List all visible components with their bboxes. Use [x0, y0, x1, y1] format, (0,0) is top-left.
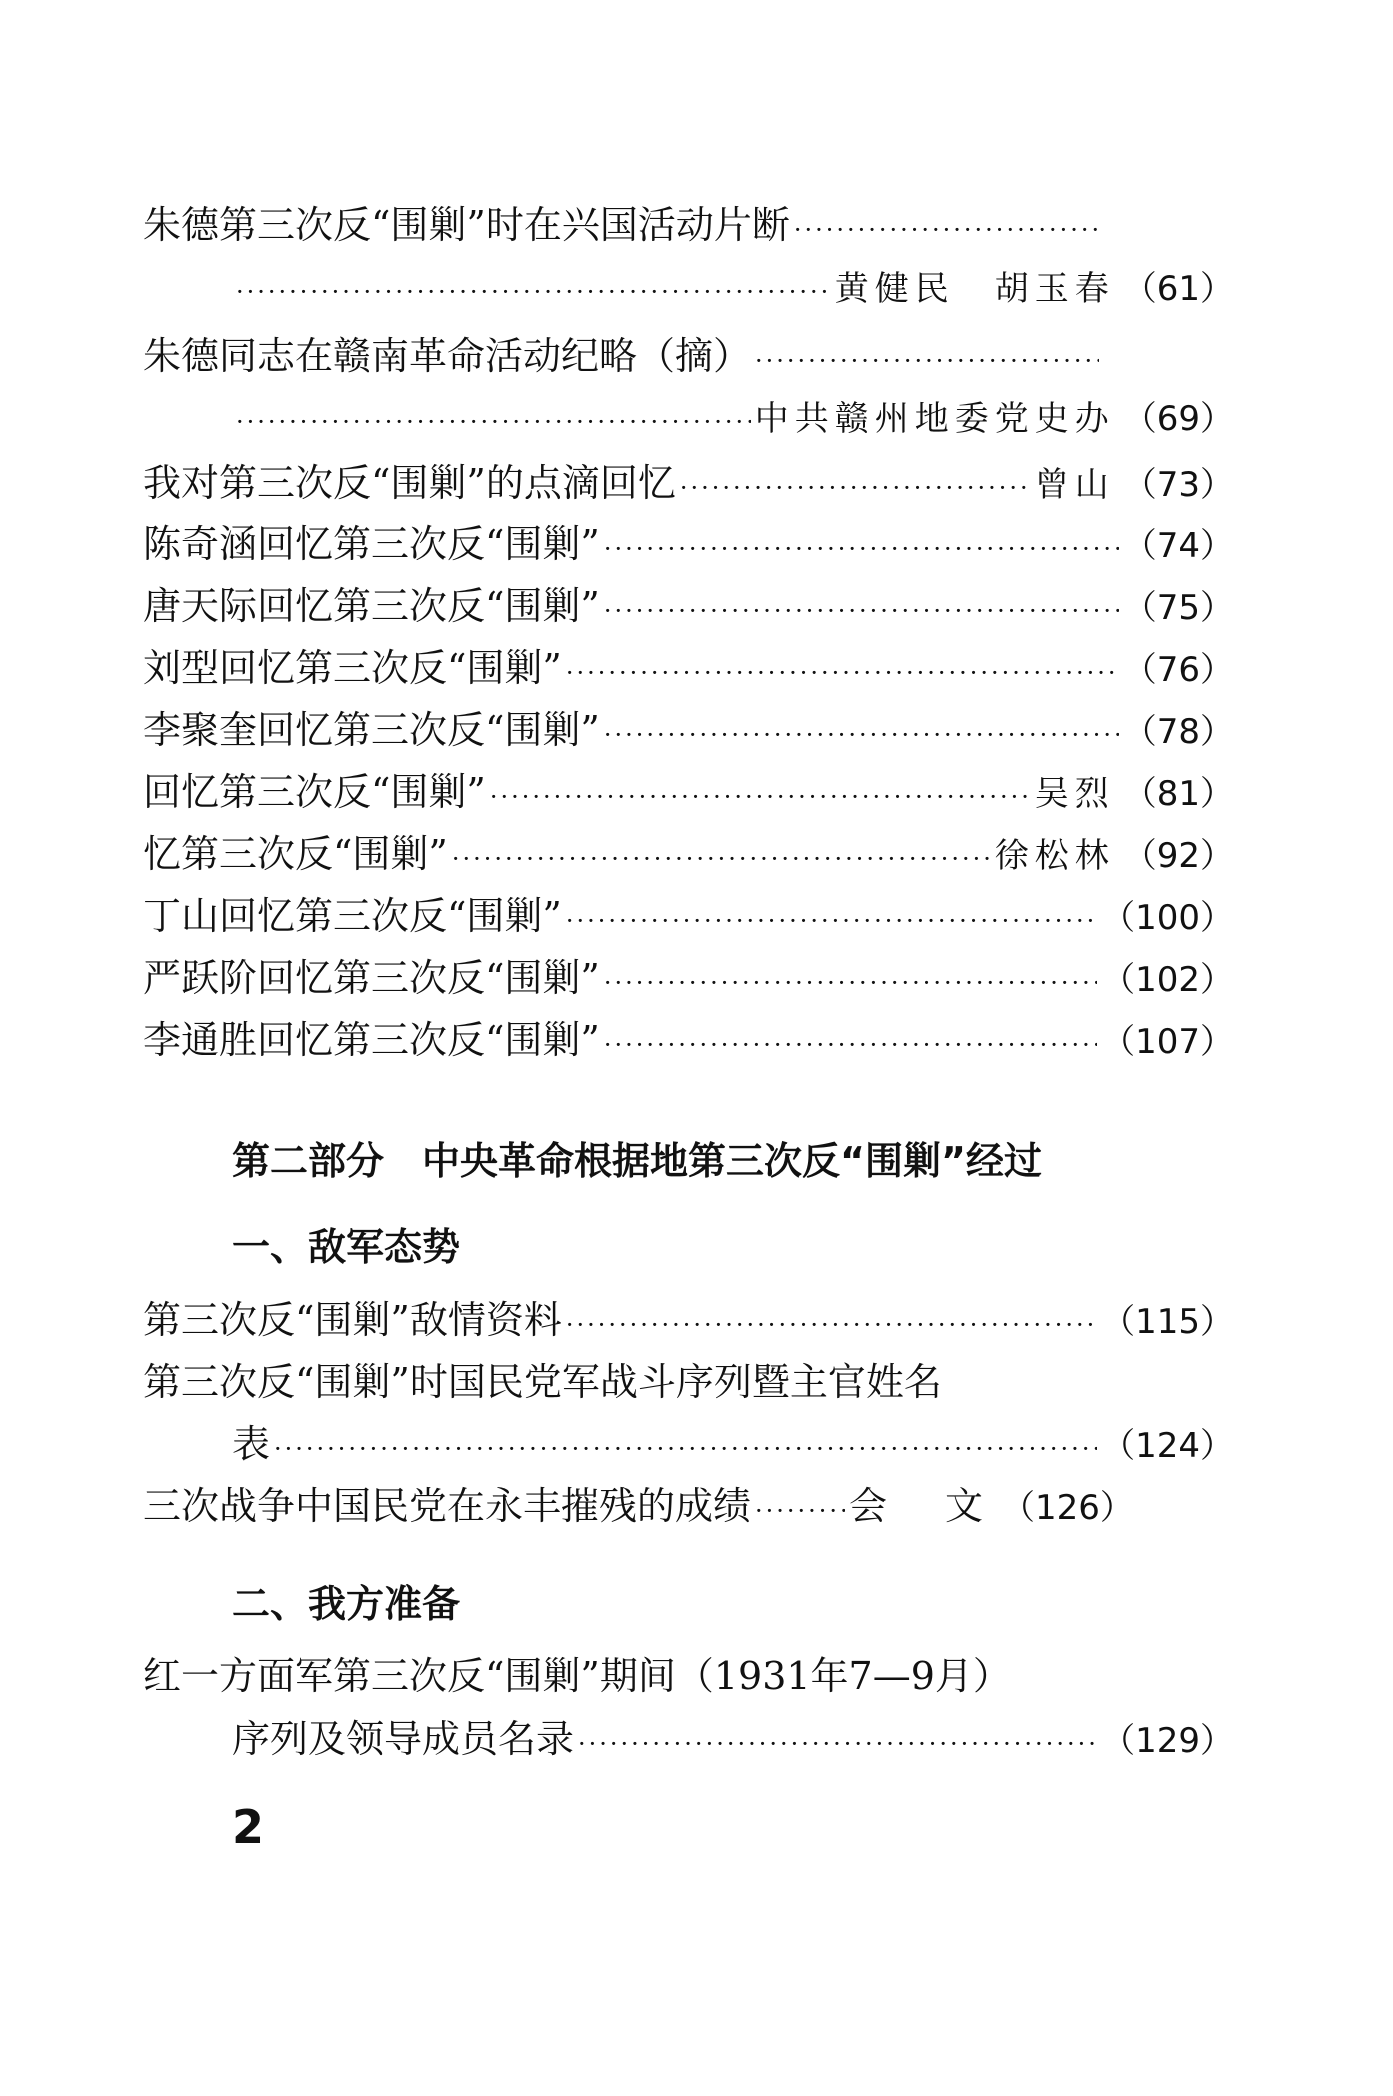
- leader-dots: [604, 1033, 1097, 1057]
- entry-title: 朱德同志在赣南革命活动纪略（摘）: [143, 334, 752, 378]
- entry-title: 忆第三次反“围剿”: [143, 832, 448, 876]
- toc-entry-continuation: [232, 399, 1234, 450]
- toc-entry: [143, 956, 1234, 1007]
- toc-entry: [143, 203, 1103, 254]
- entry-title: 丁山回忆第三次反“围剿”: [143, 894, 562, 938]
- toc-entry: [143, 832, 1234, 883]
- leader-dots: [604, 537, 1119, 561]
- leader-dots: [604, 723, 1119, 747]
- entry-page: （129）: [1101, 1721, 1234, 1761]
- entry-author: 会 文: [849, 1484, 994, 1528]
- entry-page: （124）: [1101, 1426, 1234, 1466]
- leader-dots: [566, 909, 1097, 933]
- entry-title: 第三次反“围剿”时国民党军战斗序列暨主官姓名: [143, 1360, 942, 1404]
- entry-title: 三次战争中国民党在永丰摧残的成绩: [143, 1484, 752, 1528]
- entry-page: （92）: [1122, 836, 1234, 876]
- entry-page: （100）: [1101, 898, 1234, 938]
- entry-page: （115）: [1101, 1302, 1234, 1342]
- entry-page: （126）: [1001, 1488, 1134, 1528]
- toc-entry: [143, 584, 1234, 635]
- entry-page: （75）: [1122, 588, 1234, 628]
- entry-author: 徐松林: [994, 836, 1115, 876]
- toc-entry: [143, 1484, 1234, 1535]
- entry-page: （74）: [1122, 526, 1234, 566]
- subsection-heading: 一、敌军态势: [232, 1224, 461, 1269]
- entry-title: 我对第三次反“围剿”的点滴回忆: [143, 461, 676, 505]
- entry-author: 中共赣州地委党史办: [754, 399, 1115, 439]
- leader-dots: [490, 785, 1031, 809]
- toc-entry: [143, 770, 1234, 821]
- entry-title: 刘型回忆第三次反“围剿”: [143, 646, 562, 690]
- leader-dots: [566, 1313, 1097, 1337]
- toc-entry-continuation: [232, 1422, 1234, 1473]
- entry-page: （73）: [1122, 465, 1234, 505]
- entry-title: 李聚奎回忆第三次反“围剿”: [143, 708, 600, 752]
- entry-title: 红一方面军第三次反“围剿”期间（1931年7—9月）: [143, 1654, 1011, 1698]
- toc-entry: [143, 1654, 1234, 1705]
- entry-page: （61）: [1122, 269, 1234, 309]
- toc-entry: [143, 522, 1234, 573]
- leader-dots: [604, 599, 1119, 623]
- entry-title: 回忆第三次反“围剿”: [143, 770, 486, 814]
- leader-dots: [604, 971, 1097, 995]
- entry-title: 陈奇涵回忆第三次反“围剿”: [143, 522, 600, 566]
- leader-dots: [755, 349, 1099, 373]
- toc-entry-continuation: [232, 269, 1234, 320]
- toc-entry: [143, 708, 1234, 759]
- leader-dots: [452, 847, 991, 871]
- leader-dots: [566, 661, 1119, 685]
- toc-entry: [143, 894, 1234, 945]
- part2-title: 第二部分 中央革命根据地第三次反“围剿”经过: [232, 1139, 1042, 1183]
- entry-title-continuation: 序列及领导成员名录: [232, 1717, 575, 1761]
- toc-entry: [143, 461, 1234, 512]
- entry-title: 李通胜回忆第三次反“围剿”: [143, 1018, 600, 1062]
- subsection-heading: 二、我方准备: [232, 1581, 461, 1626]
- entry-title: 第三次反“围剿”敌情资料: [143, 1298, 562, 1342]
- toc-entry-continuation: [232, 1717, 1234, 1768]
- entry-page: （69）: [1122, 399, 1234, 439]
- toc-entry: [143, 1360, 1234, 1411]
- toc-entry: [143, 1298, 1234, 1349]
- leader-dots: [755, 1499, 845, 1523]
- entry-page: （78）: [1122, 712, 1234, 752]
- leader-dots: [274, 1437, 1097, 1461]
- toc-entry: [143, 334, 1103, 385]
- leader-dots: [236, 280, 831, 304]
- leader-dots: [794, 218, 1099, 242]
- toc-entry: [143, 646, 1234, 697]
- page-number: 2: [232, 1800, 265, 1854]
- entry-page: （76）: [1122, 650, 1234, 690]
- entry-title: 唐天际回忆第三次反“围剿”: [143, 584, 600, 628]
- entry-author: 黄健民 胡玉春: [834, 269, 1115, 309]
- entry-title: 严跃阶回忆第三次反“围剿”: [143, 956, 600, 1000]
- entry-title-continuation: 表: [232, 1422, 271, 1466]
- entry-page: （107）: [1101, 1022, 1234, 1062]
- entry-author: 吴烈: [1034, 774, 1115, 814]
- entry-page: （102）: [1101, 960, 1234, 1000]
- entry-page: （81）: [1122, 774, 1234, 814]
- entry-author: 曾山: [1034, 465, 1115, 505]
- entry-title: 朱德第三次反“围剿”时在兴国活动片断: [143, 203, 790, 247]
- toc-entry: [143, 1018, 1234, 1069]
- leader-dots: [236, 410, 751, 434]
- leader-dots: [680, 476, 1031, 500]
- leader-dots: [578, 1732, 1097, 1756]
